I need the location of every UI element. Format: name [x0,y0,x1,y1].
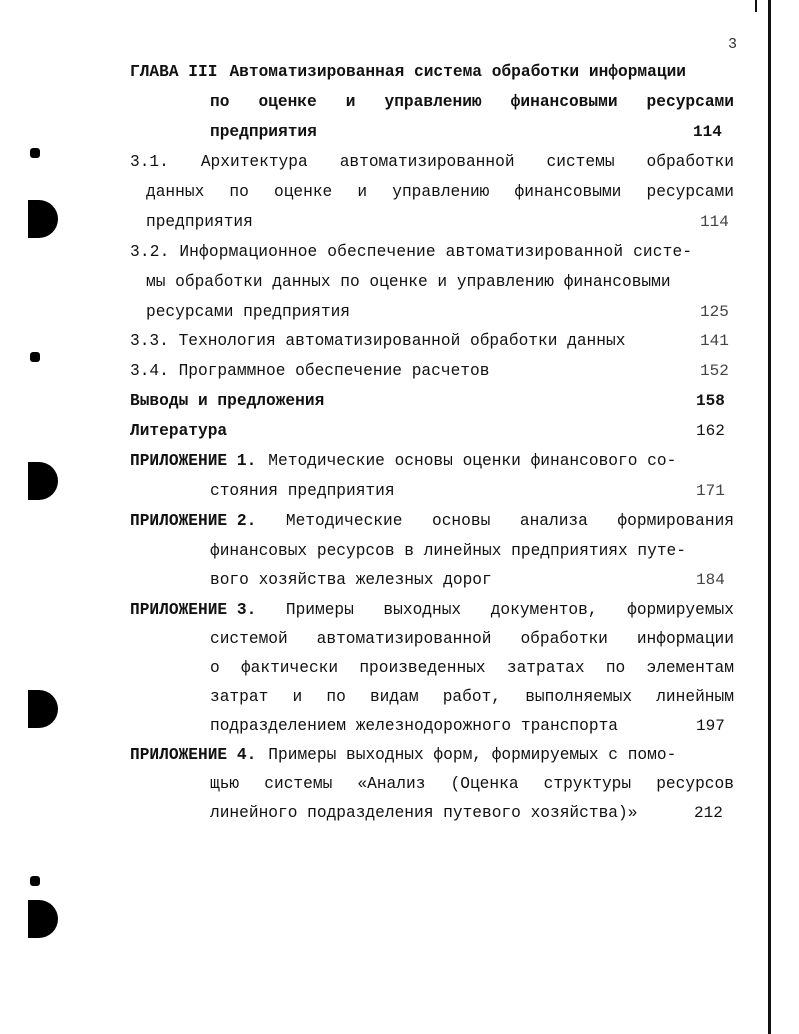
word: оценке [258,93,317,111]
word: линейным [656,688,734,706]
word: и [345,93,356,111]
word: финансовыми [514,183,622,201]
word: информации [636,630,734,648]
toc-chapter3-line3: предприятия [210,123,317,141]
word: управлению [384,93,482,111]
word: выходных [383,601,462,619]
appendix-label: ПРИЛОЖЕНИЕ 4. [130,746,257,764]
appendix-title: Примеры выходных форм, формируемых с помо- [268,746,677,764]
scan-frame-edge [768,0,771,1034]
appendix-label: ПРИЛОЖЕНИЕ 1. [130,452,257,470]
scan-speck [30,352,40,362]
toc-appendix-1-line2: стояния предприятия [210,482,395,500]
word: видам [369,688,419,706]
toc-appendix-4-line3: линейного подразделения путевого хозяйства)» [210,804,638,822]
appendix-label: ПРИЛОЖЕНИЕ 2. [130,512,257,530]
toc-chapter3-line2 [210,92,734,112]
word: затратах [506,659,585,677]
word: системы [264,775,333,793]
toc-page-number: 152 [700,362,729,380]
toc-page-number: 162 [696,422,725,440]
toc-appendix-2-line1 [130,511,734,531]
punch-hole-mark [28,690,58,728]
toc-page-number: 158 [696,392,725,410]
word: системы [546,153,615,171]
word: 3.1. [130,153,169,171]
word: Архитектура [200,153,308,171]
word: произведенных [359,659,486,677]
word: основы [432,512,491,530]
chapter-prefix: ГЛАВА III [130,63,218,81]
word: автоматизированной [339,153,515,171]
toc-appendix-2-line3: вого хозяйства железных дорог [210,571,492,589]
toc-section-3-2-line2: мы обработки данных по оценке и управлению финансовыми [146,273,671,291]
toc-page-number: 125 [700,303,729,321]
word: (Оценка [450,775,519,793]
word: документов, [490,601,598,619]
toc-appendix-3-line5: подразделением железнодорожного транспорта [210,717,618,735]
toc-appendix-3-line3 [210,658,734,678]
toc-appendix-4-line1 [130,745,676,765]
toc-section-3-2-line1: 3.2. Информационное обеспечение автоматизированной систе- [130,243,693,261]
toc-section-3-3: 3.3. Технология автоматизированной обработки данных [130,332,626,350]
word: по [605,659,626,677]
word: автоматизированной [316,630,492,648]
toc-appendix-4-line2 [210,774,734,794]
word: «Анализ [357,775,426,793]
word: формируемых [627,601,734,619]
toc-section-3-1-line3: предприятия [146,213,253,231]
toc-appendix-1-line1 [130,451,676,471]
scan-frame-corner [755,0,771,12]
appendix-title: Методические основы оценки финансового со- [268,452,677,470]
chapter-title: Автоматизированная система обработки информации [229,63,686,81]
toc-section-3-2-line3: ресурсами предприятия [146,303,350,321]
toc-page-number: 197 [696,717,725,735]
word: и [292,688,303,706]
word: ресурсами [646,183,734,201]
toc-appendix-3-line4 [210,687,734,707]
word: данных [146,183,205,201]
toc-chapter3-line1 [130,62,734,82]
word: работ, [442,688,502,706]
toc-appendix-3-line1 [130,600,734,620]
word: Примеры [285,601,354,619]
toc-section-3-4: 3.4. Программное обеспечение расчетов [130,362,490,380]
word: управлению [392,183,490,201]
toc-appendix-2-line2: финансовых ресурсов в линейных предприятиях путе- [210,542,686,560]
toc-page-number: 184 [696,571,725,589]
toc-conclusions: Выводы и предложения [130,392,325,410]
toc-appendix-3-line2 [210,629,734,649]
word: по [326,688,346,706]
punch-hole-mark [28,200,58,238]
word: по [229,183,249,201]
word: финансовыми [510,93,618,111]
word: затрат [210,688,269,706]
scan-speck [30,876,40,886]
punch-hole-mark [28,900,58,938]
word: фактически [240,659,339,677]
toc-section-3-1-line2 [146,182,734,202]
word: формирования [617,512,734,530]
appendix-label: ПРИЛОЖЕНИЕ 3. [130,601,257,619]
toc-page-number: 141 [700,332,729,350]
toc-literature: Литература [130,422,228,440]
word: системой [210,630,288,648]
punch-hole-mark [28,462,58,500]
word: Методические [285,512,403,530]
toc-page-number: 171 [696,482,725,500]
toc-page-number: 212 [694,804,723,822]
word: щью [210,775,240,793]
word: элементам [646,659,734,677]
word: ресурсами [646,93,734,111]
toc-section-3-1-line1 [130,152,734,172]
toc-page-number: 114 [700,213,729,231]
word: структуры [543,775,632,793]
word: обработки [646,153,734,171]
scan-speck [30,148,40,158]
word: анализа [519,512,588,530]
word: и [357,183,368,201]
word: выполняемых [525,688,633,706]
word: обработки [520,630,608,648]
word: оценке [273,183,333,201]
page-number: 3 [728,36,738,53]
toc-page-number: 114 [693,123,722,141]
word: о [210,659,220,677]
word: по [210,93,230,111]
word: ресурсов [656,775,734,793]
